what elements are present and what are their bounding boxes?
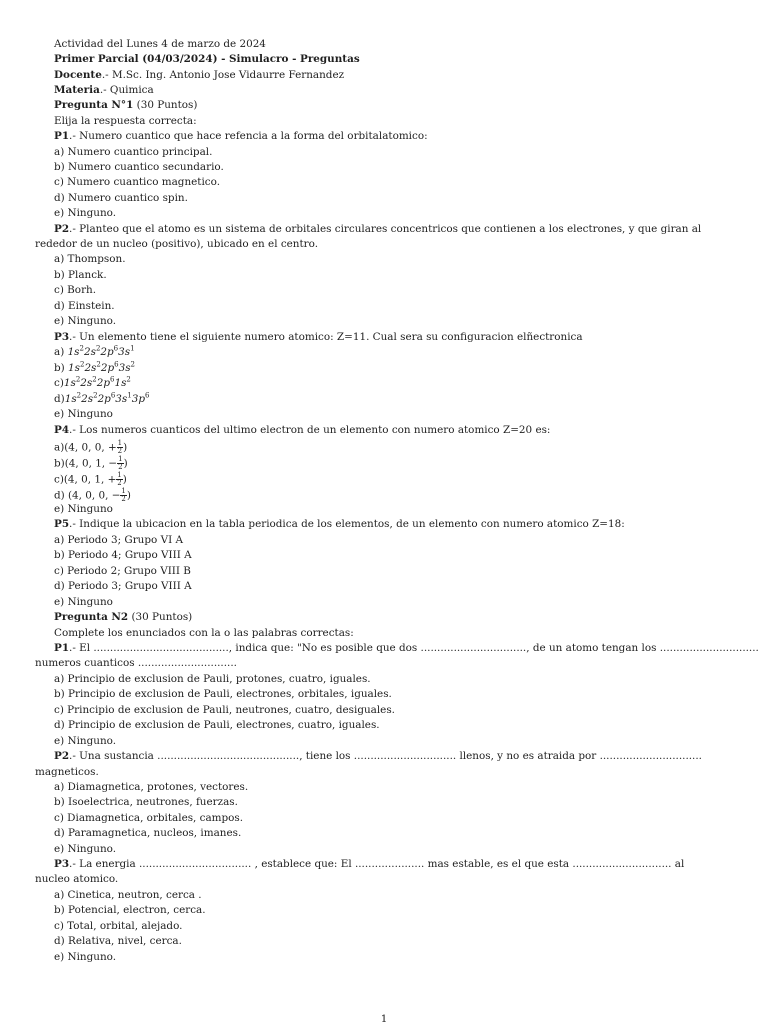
option: a) Periodo 3; Grupo VI A — [54, 534, 183, 546]
orbital: 2s — [81, 393, 94, 405]
orbital: 1s — [68, 362, 80, 374]
option: e) Ninguno. — [54, 207, 117, 219]
option: b) Numero cuantico secundario. — [54, 161, 224, 173]
question-label: P4 — [54, 424, 70, 436]
electron-count: 2 — [76, 391, 82, 400]
orbital: 2p — [100, 346, 114, 358]
electron-count: 2 — [92, 375, 97, 384]
fraction-denominator: 2 — [118, 463, 123, 471]
teacher-label: Docente — [54, 69, 102, 81]
page-number: 1 — [380, 1013, 388, 1025]
option: e) Ninguno — [54, 408, 113, 420]
option: d) Numero cuantico spin. — [54, 192, 188, 204]
question-text-continued: numeros cuanticos .............................. — [35, 657, 237, 669]
orbital: 1s — [67, 346, 80, 358]
option: e) Ninguno — [54, 503, 113, 515]
orbital: 2s — [83, 346, 96, 358]
question-text-continued: nucleo atomico. — [35, 873, 119, 885]
electron-count: 1 — [127, 391, 132, 400]
option — [54, 440, 127, 456]
electron-count: 2 — [95, 344, 101, 353]
orbital: 1s — [114, 377, 127, 389]
option: c) Total, orbital, alejado. — [54, 920, 183, 932]
option: d) Periodo 3; Grupo VIII A — [54, 580, 192, 592]
question-body: .- Planteo que el atomo es un sistema de orbitales circulares concentricos que contienen a los electrones, y que giran al — [69, 223, 702, 235]
fraction-numerator: 1 — [117, 471, 122, 479]
option: a) Cinetica, neutron, cerca . — [54, 889, 202, 901]
option: b) Potencial, electron, cerca. — [54, 904, 206, 916]
question-label: P2 — [54, 750, 70, 762]
option-prefix: c) — [54, 377, 64, 389]
teacher-value: .- M.Sc. Ing. Antonio Jose Vidaurre Fernandez — [101, 69, 345, 81]
electron-count: 2 — [96, 360, 101, 369]
section-2-instruction: Complete los enunciados con la o las palabras correctas: — [54, 627, 354, 639]
fraction-denominator: 2 — [121, 495, 126, 503]
section-1-instruction: Elija la respuesta correcta: — [54, 115, 197, 127]
option: a) Principio de exclusion de Pauli, protones, cuatro, iguales. — [54, 673, 371, 685]
option: d) Paramagnetica, nucleos, imanes. — [54, 827, 242, 839]
section-2-points: (30 Puntos) — [128, 611, 193, 623]
teacher-line — [54, 68, 344, 83]
question-label: P1 — [54, 130, 70, 142]
option: b) Principio de exclusion de Pauli, electrones, orbitales, iguales. — [54, 688, 392, 700]
option: b) Isoelectrica, neutrones, fuerzas. — [54, 796, 238, 808]
option: a) Numero cuantico principal. — [54, 146, 213, 158]
option: e) Ninguno — [54, 596, 113, 608]
question-text — [54, 330, 583, 345]
section-1-label: Pregunta N°1 — [54, 99, 134, 111]
option-prefix: a) — [54, 346, 68, 358]
fraction-numerator: 1 — [121, 487, 126, 495]
electron-count: 2 — [79, 344, 84, 353]
orbital: 2s — [84, 362, 97, 374]
question-label: P1 — [54, 642, 70, 654]
fraction-numerator: 1 — [118, 455, 123, 463]
orbital: 2p — [100, 362, 115, 374]
option-prefix: a)(4, 0, 0, + — [54, 441, 117, 454]
question-text — [54, 129, 428, 144]
electron-count: 6 — [114, 360, 119, 369]
option — [54, 345, 135, 360]
orbital: 3s — [115, 393, 128, 405]
option-close: ) — [123, 441, 128, 454]
option: b) Periodo 4; Grupo VIII A — [54, 549, 192, 561]
question-text — [54, 749, 702, 764]
option — [54, 361, 135, 376]
option: e) Ninguno. — [54, 843, 117, 855]
question-body: .- Los numeros cuanticos del ultimo electron de un elemento con numero atomico Z=20 es: — [69, 424, 551, 436]
electron-count: 6 — [109, 375, 115, 384]
electron-count: 6 — [144, 391, 150, 400]
question-text — [54, 423, 550, 438]
orbital: 3s — [118, 362, 131, 374]
option — [54, 456, 128, 472]
orbital: 2s — [80, 377, 93, 389]
electron-count: 2 — [126, 375, 131, 384]
activity-date: Actividad del Lunes 4 de marzo de 2024 — [54, 38, 266, 50]
electron-count: 2 — [75, 375, 81, 384]
option-prefix: d) — [54, 393, 65, 405]
electron-count: 2 — [130, 360, 136, 369]
question-text-continued: rededor de un nucleo (positivo), ubicado en el centro. — [35, 238, 319, 250]
option-prefix: d) (4, 0, 0, − — [54, 489, 121, 502]
option: c) Diamagnetica, orbitales, campos. — [54, 812, 244, 824]
question-body: .- El ........................................., indica que: "No es posible que dos ................................, de un atomo tengan los .............................. — [69, 642, 759, 654]
exam-title: Primer Parcial (04/03/2024) - Simulacro - Preguntas — [54, 53, 360, 65]
orbital: 1s — [64, 393, 77, 405]
section-2-heading — [54, 610, 192, 625]
orbital: 3p — [131, 393, 145, 405]
option-prefix: b) — [54, 362, 69, 374]
question-label: P3 — [54, 331, 70, 343]
orbital: 1s — [63, 377, 76, 389]
option — [54, 472, 127, 488]
option: a) Diamagnetica, protones, vectores. — [54, 781, 249, 793]
option: d) Relativa, nivel, cerca. — [54, 935, 182, 947]
electron-count: 1 — [130, 344, 135, 353]
electron-count: 6 — [110, 391, 116, 400]
option-close: ) — [123, 457, 128, 470]
question-body: .- Un elemento tiene el siguiente numero atomico: Z=11. Cual sera su configuracion elñectronica — [69, 331, 583, 343]
option-close: ) — [122, 473, 127, 486]
fraction-denominator: 2 — [117, 447, 123, 455]
orbital: 3s — [118, 346, 131, 358]
question-text — [54, 857, 684, 872]
option: c) Periodo 2; Grupo VIII B — [54, 565, 191, 577]
electron-count: 6 — [113, 344, 119, 353]
option-close: ) — [126, 489, 131, 502]
option-prefix: c)(4, 0, 1, + — [54, 473, 117, 486]
option: e) Ninguno. — [54, 951, 117, 963]
electron-count: 2 — [79, 360, 85, 369]
question-text — [54, 517, 625, 532]
option: c) Principio de exclusion de Pauli, neutrones, cuatro, desiguales. — [54, 704, 395, 716]
option — [54, 376, 131, 391]
subject-value: .- Quimica — [99, 84, 154, 96]
option: e) Ninguno. — [54, 735, 117, 747]
option: d) Einstein. — [54, 300, 115, 312]
section-2-label: Pregunta N2 — [54, 611, 129, 623]
question-body: .- La energia .................................. , establece que: El ..................... mas estable, es el que esta .............................. al — [69, 858, 685, 870]
question-body: .- Indique la ubicacion en la tabla periodica de los elementos, de un elemento con numero atomico Z=18: — [69, 518, 625, 530]
subject-label: Materia — [54, 84, 100, 96]
question-text — [54, 222, 701, 237]
orbital: 2p — [96, 377, 110, 389]
fraction-numerator: 1 — [117, 439, 123, 447]
electron-count: 2 — [93, 391, 98, 400]
subject-line — [54, 83, 154, 98]
question-label: P2 — [54, 223, 70, 235]
option-prefix: b)(4, 0, 1, − — [54, 457, 118, 470]
option: b) Planck. — [54, 269, 107, 281]
question-body: .- Una sustancia ..........................................., tiene los ............................... llenos, y no es atraida por ............................... — [69, 750, 702, 762]
question-text-continued: magneticos. — [35, 766, 99, 778]
option: a) Thompson. — [54, 253, 126, 265]
question-label: P5 — [54, 518, 70, 530]
orbital: 2p — [97, 393, 111, 405]
question-text — [54, 641, 759, 656]
option: c) Numero cuantico magnetico. — [54, 176, 220, 188]
question-label: P3 — [54, 858, 70, 870]
question-body: .- Numero cuantico que hace refencia a la forma del orbitalatomico: — [69, 130, 428, 142]
section-1-points: (30 Puntos) — [133, 99, 198, 111]
fraction-denominator: 2 — [117, 479, 122, 487]
option: e) Ninguno. — [54, 315, 117, 327]
section-1-heading — [54, 98, 197, 113]
option — [54, 392, 149, 407]
option: c) Borh. — [54, 284, 97, 296]
option: d) Principio de exclusion de Pauli, electrones, cuatro, iguales. — [54, 719, 380, 731]
